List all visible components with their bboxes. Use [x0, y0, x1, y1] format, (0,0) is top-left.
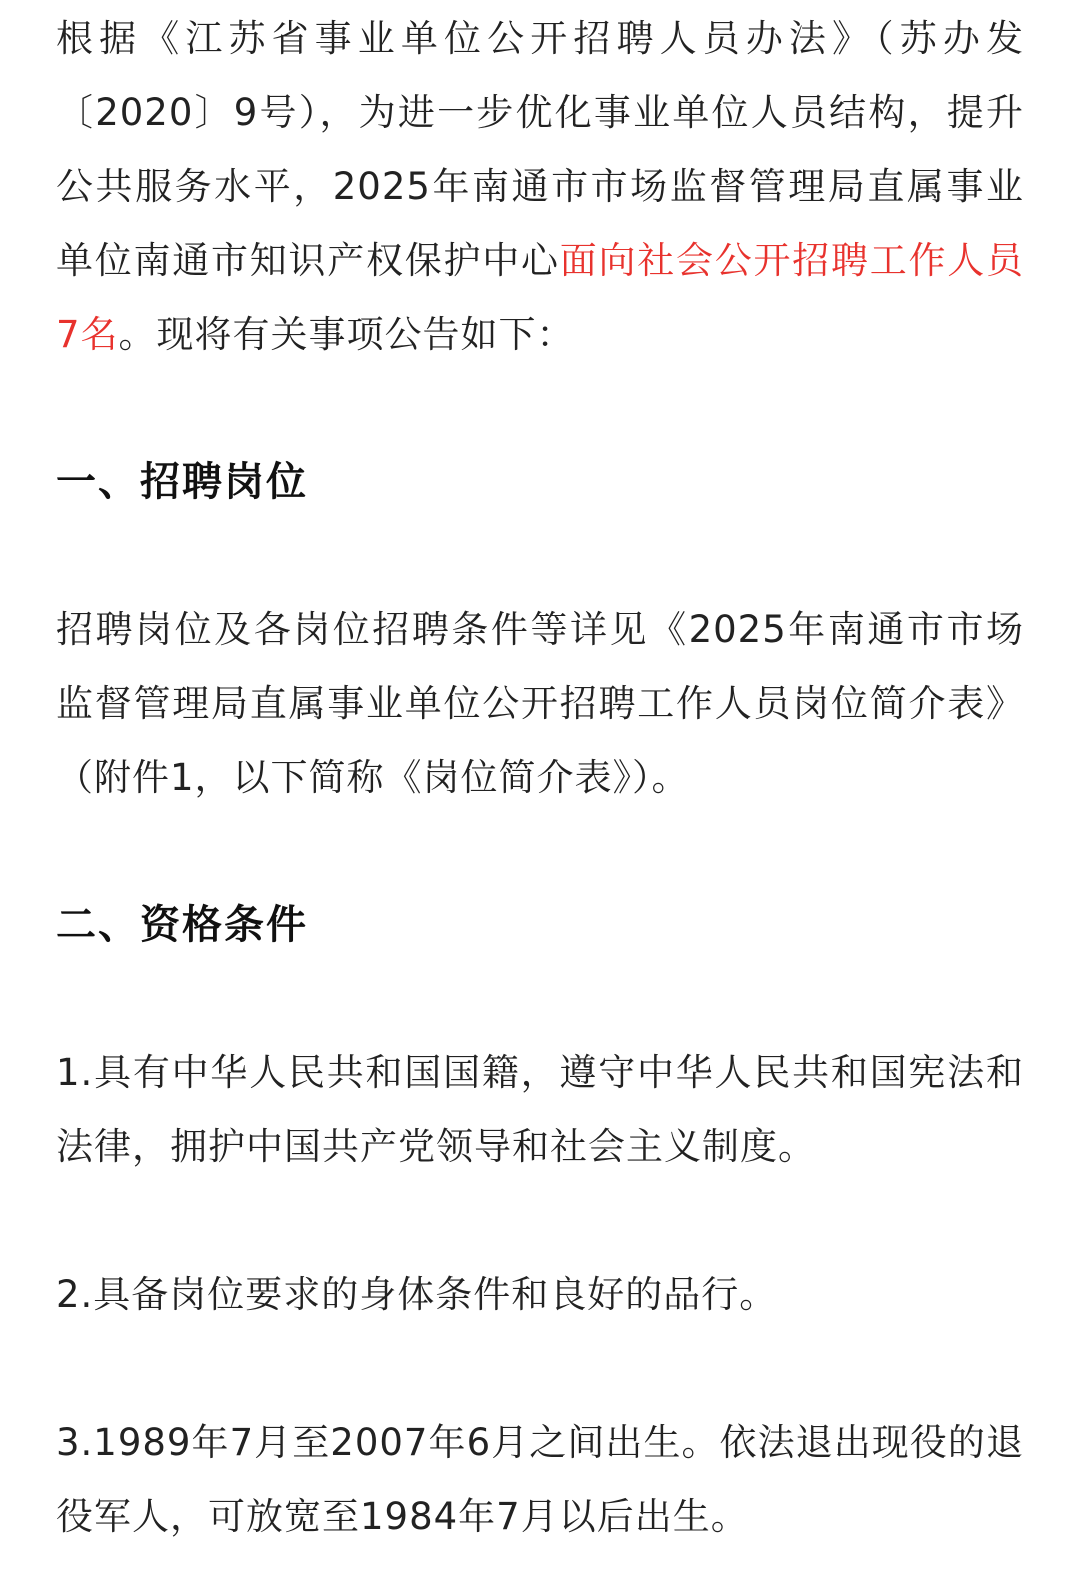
- qualification-item: 3.1989年7月至2007年6月之间出生。依法退出现役的退役军人，可放宽至1984年7月以后出生。: [56, 1421, 1024, 1538]
- intro-text-end: 。现将有关事项公告如下：: [118, 313, 575, 356]
- intro-paragraph: [56, 2, 1024, 372]
- positions-paragraph: 招聘岗位及各岗位招聘条件等详见《2025年南通市市场监督管理局直属事业单位公开招聘工作人员岗位简介表》（附件1，以下简称《岗位简介表》）。: [56, 608, 1024, 799]
- qualification-item: 1.具有中华人民共和国国籍，遵守中华人民共和国宪法和法律，拥护中国共产党领导和社会主义制度。: [56, 1051, 1024, 1168]
- article-body: [56, 0, 1024, 1554]
- qualification-item: 2.具备岗位要求的身体条件和良好的品行。: [56, 1273, 778, 1316]
- intro-highlight: 面向社会公开招聘工作人员7名: [56, 239, 1024, 356]
- section-heading-positions: 一、招聘岗位: [56, 459, 308, 505]
- section-heading-qualifications: 二、资格条件: [56, 902, 308, 948]
- intro-text: 根据《江苏省事业单位公开招聘人员办法》（苏办发〔2020〕9号），为进一步优化事业单位人员结构，提升公共服务水平，2025年南通市市场监督管理局直属事业单位南通市知识产权保护中心: [56, 17, 1024, 282]
